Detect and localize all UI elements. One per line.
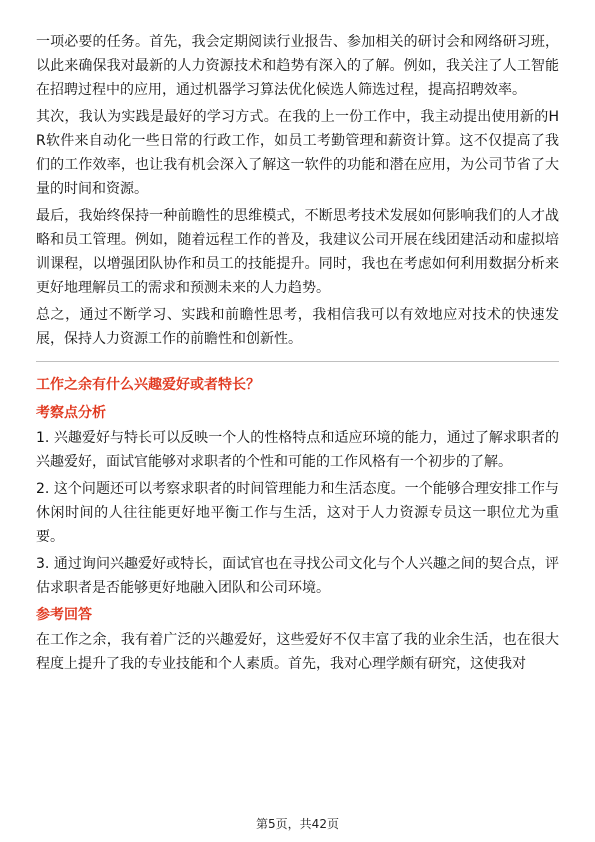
paragraph: 其次，我认为实践是最好的学习方式。在我的上一份工作中，我主动提出使用新的HR软件来自动化一些日常的行政工作，如员工考勤管理和薪资计算。这不仅提高了我们的工作效率，也让我有机会深入了解这一软件的功能和潜在应用，为公司节省了大量的时间和资源。 (36, 109, 559, 197)
paragraph: 总之，通过不断学习、实践和前瞻性思考，我相信我可以有效地应对技术的快速发展，保持人力资源工作的前瞻性和创新性。 (36, 307, 559, 347)
paragraph: 一项必要的任务。首先，我会定期阅读行业报告、参加相关的研讨会和网络研习班，以此来确保我对最新的人力资源技术和趋势有深入的了解。例如，我关注了人工智能在招聘过程中的应用，通过机器学习算法优化候选人筛选过程，提高招聘效率。 (36, 34, 559, 98)
paragraph: 最后，我始终保持一种前瞻性的思维模式，不断思考技术发展如何影响我们的人才战略和员工管理。例如，随着远程工作的普及，我建议公司开展在线团建活动和虚拟培训课程，以增强团队协作和员工的技能提升。同时，我也在考虑如何利用数据分析来更好地理解员工的需求和预测未来的人力趋势。 (36, 208, 559, 296)
analysis-item: 3. 通过询问兴趣爱好或特长，面试官也在寻找公司文化与个人兴趣之间的契合点，评估求职者是否能够更好地融入团队和公司环境。 (36, 556, 559, 596)
previous-answer-section (36, 30, 559, 351)
question-title: 工作之余有什么兴趣爱好或者特长？ (36, 377, 260, 393)
analysis-heading: 考察点分析 (36, 405, 106, 421)
question-section (36, 374, 559, 676)
analysis-item: 2. 这个问题还可以考察求职者的时间管理能力和生活态度。一个能够合理安排工作与休闲时间的人往往能更好地平衡工作与生活，这对于人力资源专员这一职位尤为重要。 (36, 481, 559, 545)
page-number: 第5页，共42页 (256, 817, 339, 831)
document-page (36, 30, 559, 679)
analysis-item: 1. 兴趣爱好与特长可以反映一个人的性格特点和适应环境的能力，通过了解求职者的兴趣爱好，面试官能够对求职者的个性和可能的工作风格有一个初步的了解。 (36, 430, 559, 470)
section-divider (36, 361, 559, 362)
answer-paragraph: 在工作之余，我有着广泛的兴趣爱好，这些爱好不仅丰富了我的业余生活，也在很大程度上提升了我的专业技能和个人素质。首先，我对心理学颇有研究，这使我对 (36, 632, 559, 672)
answer-heading: 参考回答 (36, 607, 92, 623)
